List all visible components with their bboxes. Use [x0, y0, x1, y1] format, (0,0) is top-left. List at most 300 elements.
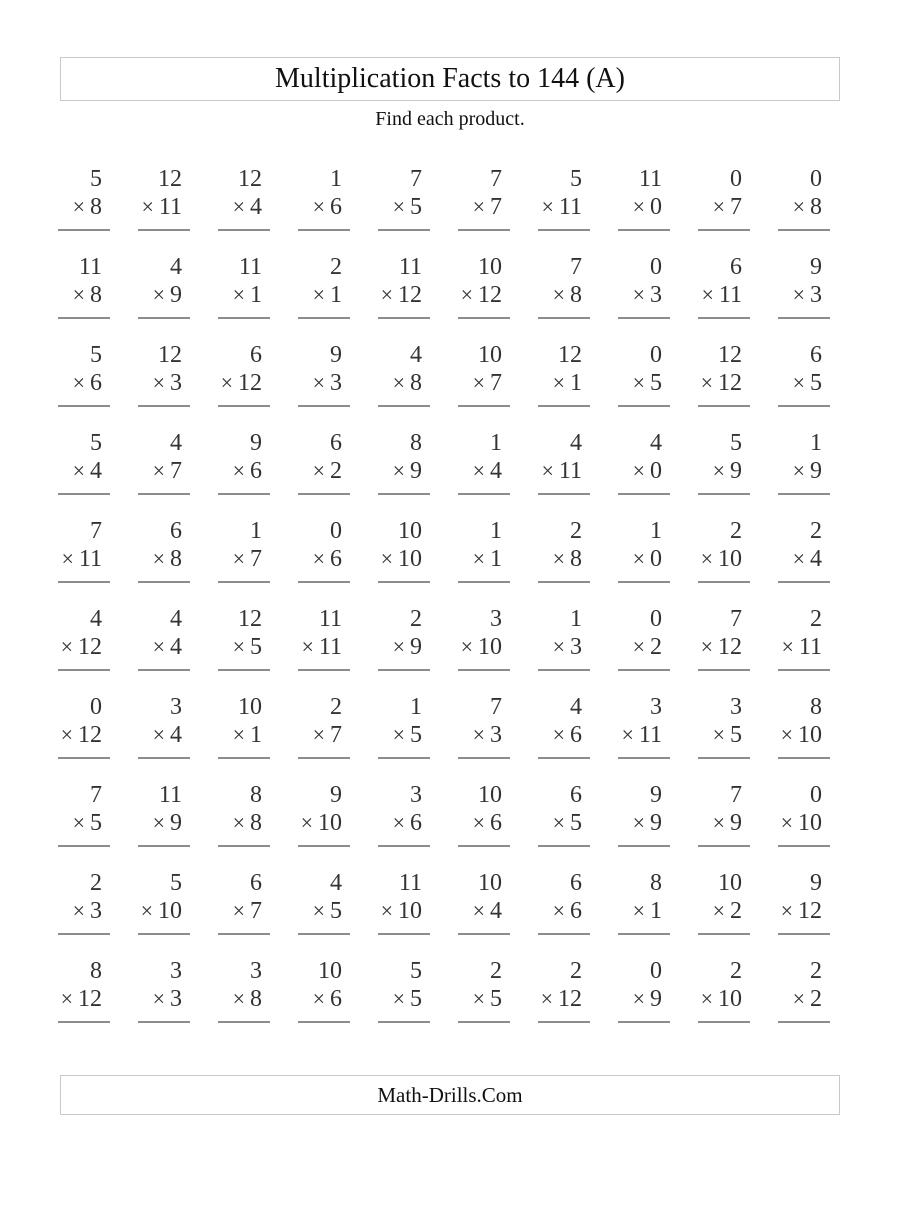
- multiplier-line: [58, 985, 110, 1023]
- problem-r1-c5: [378, 165, 430, 231]
- multiplier: 7: [170, 458, 182, 484]
- problem-r8-c8: [618, 781, 670, 847]
- multiplicand: 2: [810, 518, 822, 544]
- multiplier: 10: [718, 986, 742, 1012]
- multiplier: 8: [570, 546, 582, 572]
- multiplicand: 3: [170, 694, 182, 720]
- multiplier-line: [538, 281, 590, 319]
- multiply-icon: ×: [632, 898, 645, 923]
- multiplier-line: [298, 457, 350, 495]
- multiplier: 2: [650, 634, 662, 660]
- multiplier: 6: [570, 898, 582, 924]
- multiply-icon: ×: [621, 722, 634, 747]
- multiplier: 9: [810, 458, 822, 484]
- multiplier: 4: [170, 634, 182, 660]
- multiplicand: 3: [250, 958, 262, 984]
- multiply-icon: ×: [312, 546, 325, 571]
- multiplicand: 4: [170, 430, 182, 456]
- problem-r10-c3: [218, 957, 270, 1023]
- multiplier: 3: [330, 370, 342, 396]
- multiply-icon: ×: [61, 546, 74, 571]
- multiply-icon: ×: [552, 634, 565, 659]
- multiply-icon: ×: [792, 458, 805, 483]
- problem-r7-c4: [298, 693, 350, 759]
- multiplicand: 6: [170, 518, 182, 544]
- multiply-icon: ×: [392, 810, 405, 835]
- multiply-icon: ×: [781, 634, 794, 659]
- multiplier: 9: [650, 810, 662, 836]
- multiplier-line: [298, 985, 350, 1023]
- problem-r3-c4: [298, 341, 350, 407]
- multiply-icon: ×: [232, 282, 245, 307]
- multiplier-line: [618, 985, 670, 1023]
- multiplicand: 9: [330, 782, 342, 808]
- multiplier-line: [778, 369, 830, 407]
- problem-r5-c1: [58, 517, 110, 583]
- multiplier: 12: [238, 370, 262, 396]
- multiplicand: 9: [810, 254, 822, 280]
- multiplier-line: [538, 633, 590, 671]
- multiplicand: 6: [570, 782, 582, 808]
- problem-r7-c2: [138, 693, 190, 759]
- multiplier-line: [218, 193, 270, 231]
- multiplicand: 0: [330, 518, 342, 544]
- multiplier: 11: [558, 194, 582, 220]
- multiply-icon: ×: [472, 458, 485, 483]
- multiplicand: 11: [238, 254, 262, 280]
- multiplier-line: [138, 281, 190, 319]
- multiplier: 5: [490, 986, 502, 1012]
- multiplier-line: [618, 457, 670, 495]
- problem-r9-c4: [298, 869, 350, 935]
- problem-r10-c8: [618, 957, 670, 1023]
- multiplier-line: [378, 985, 430, 1023]
- multiplier: 11: [158, 194, 182, 220]
- multiplier: 10: [478, 634, 502, 660]
- problem-r4-c2: [138, 429, 190, 495]
- problem-r6-c5: [378, 605, 430, 671]
- multiply-icon: ×: [472, 194, 485, 219]
- multiply-icon: ×: [232, 986, 245, 1011]
- multiplier: 11: [318, 634, 342, 660]
- multiplier-line: [138, 985, 190, 1023]
- multiply-icon: ×: [792, 282, 805, 307]
- multiplier: 3: [650, 282, 662, 308]
- multiply-icon: ×: [232, 810, 245, 835]
- multiplicand: 5: [90, 342, 102, 368]
- problem-r8-c1: [58, 781, 110, 847]
- multiplicand: 6: [250, 342, 262, 368]
- multiplier: 3: [810, 282, 822, 308]
- multiplier-line: [618, 369, 670, 407]
- multiply-icon: ×: [700, 634, 713, 659]
- problem-r3-c1: [58, 341, 110, 407]
- problem-r6-c1: [58, 605, 110, 671]
- multiplier-line: [58, 545, 110, 583]
- multiplicand: 11: [638, 166, 662, 192]
- multiply-icon: ×: [392, 722, 405, 747]
- multiplicand: 12: [238, 166, 262, 192]
- multiplier-line: [218, 721, 270, 759]
- multiplicand: 1: [490, 430, 502, 456]
- multiply-icon: ×: [72, 810, 85, 835]
- multiplier: 5: [410, 194, 422, 220]
- multiply-icon: ×: [232, 458, 245, 483]
- multiply-icon: ×: [232, 634, 245, 659]
- multiplicand: 2: [330, 254, 342, 280]
- problem-r7-c9: [698, 693, 750, 759]
- problem-r4-c9: [698, 429, 750, 495]
- multiply-icon: ×: [552, 722, 565, 747]
- multiplier-line: [298, 633, 350, 671]
- multiplicand: 11: [398, 254, 422, 280]
- multiplier: 9: [170, 810, 182, 836]
- multiplier-line: [378, 457, 430, 495]
- multiplier-line: [378, 721, 430, 759]
- multiplier-line: [458, 985, 510, 1023]
- multiply-icon: ×: [380, 282, 393, 307]
- multiplier: 6: [330, 986, 342, 1012]
- multiplier: 12: [398, 282, 422, 308]
- multiplier-line: [538, 545, 590, 583]
- multiply-icon: ×: [232, 546, 245, 571]
- multiply-icon: ×: [472, 986, 485, 1011]
- multiplier: 10: [398, 898, 422, 924]
- multiplier: 7: [490, 370, 502, 396]
- problem-r1-c7: [538, 165, 590, 231]
- multiplier-line: [458, 809, 510, 847]
- problem-r6-c7: [538, 605, 590, 671]
- multiplier-line: [298, 369, 350, 407]
- multiplier: 10: [798, 722, 822, 748]
- problem-r1-c10: [778, 165, 830, 231]
- multiplier-line: [378, 545, 430, 583]
- multiplicand: 7: [90, 782, 102, 808]
- multiplier: 11: [558, 458, 582, 484]
- multiplier-line: [218, 457, 270, 495]
- multiply-icon: ×: [792, 986, 805, 1011]
- problem-r5-c3: [218, 517, 270, 583]
- multiply-icon: ×: [312, 986, 325, 1011]
- instruction-text: Find each product.: [375, 108, 525, 130]
- multiplicand: 11: [78, 254, 102, 280]
- multiplier-line: [458, 281, 510, 319]
- multiplier: 3: [570, 634, 582, 660]
- problem-r10-c1: [58, 957, 110, 1023]
- multiply-icon: ×: [152, 722, 165, 747]
- multiplier: 11: [798, 634, 822, 660]
- multiplier-line: [138, 545, 190, 583]
- multiply-icon: ×: [632, 458, 645, 483]
- multiply-icon: ×: [380, 546, 393, 571]
- multiplier-line: [778, 721, 830, 759]
- multiplier: 10: [718, 546, 742, 572]
- multiplier: 5: [410, 986, 422, 1012]
- problem-r10-c9: [698, 957, 750, 1023]
- multiplier: 1: [490, 546, 502, 572]
- multiply-icon: ×: [472, 370, 485, 395]
- multiplier-line: [538, 809, 590, 847]
- problem-r10-c7: [538, 957, 590, 1023]
- multiplier-line: [58, 809, 110, 847]
- multiply-icon: ×: [140, 898, 153, 923]
- problem-r3-c9: [698, 341, 750, 407]
- multiplicand: 4: [570, 694, 582, 720]
- multiplier: 12: [718, 634, 742, 660]
- multiplier-line: [458, 545, 510, 583]
- multiplier-line: [378, 633, 430, 671]
- problem-r6-c2: [138, 605, 190, 671]
- multiplicand: 8: [810, 694, 822, 720]
- multiplier-line: [618, 281, 670, 319]
- multiplier: 8: [410, 370, 422, 396]
- problem-r9-c2: [138, 869, 190, 935]
- problem-r2-c3: [218, 253, 270, 319]
- multiplier-line: [58, 193, 110, 231]
- problem-r9-c3: [218, 869, 270, 935]
- multiplicand: 4: [90, 606, 102, 632]
- problem-r8-c6: [458, 781, 510, 847]
- multiplier: 9: [730, 810, 742, 836]
- multiply-icon: ×: [700, 986, 713, 1011]
- problem-r4-c10: [778, 429, 830, 495]
- multiplicand: 5: [410, 958, 422, 984]
- multiplicand: 12: [718, 342, 742, 368]
- multiplier-line: [378, 369, 430, 407]
- page-title: Multiplication Facts to 144 (A): [275, 63, 625, 94]
- problem-r7-c3: [218, 693, 270, 759]
- multiplier-line: [58, 457, 110, 495]
- multiplier-line: [58, 633, 110, 671]
- multiplicand: 8: [90, 958, 102, 984]
- multiplicand: 0: [90, 694, 102, 720]
- multiplier-line: [298, 721, 350, 759]
- problem-r1-c1: [58, 165, 110, 231]
- multiplier-line: [218, 369, 270, 407]
- multiplier-line: [538, 721, 590, 759]
- multiplicand: 10: [478, 782, 502, 808]
- multiplier: 10: [158, 898, 182, 924]
- multiplier: 12: [478, 282, 502, 308]
- multiplicand: 9: [250, 430, 262, 456]
- problem-r6-c3: [218, 605, 270, 671]
- multiply-icon: ×: [152, 370, 165, 395]
- multiplicand: 2: [570, 958, 582, 984]
- problem-r4-c5: [378, 429, 430, 495]
- multiplicand: 9: [650, 782, 662, 808]
- multiplier-line: [458, 457, 510, 495]
- multiplier: 2: [330, 458, 342, 484]
- problem-r3-c5: [378, 341, 430, 407]
- multiplier: 6: [330, 546, 342, 572]
- multiplier-line: [698, 457, 750, 495]
- multiplier: 12: [78, 986, 102, 1012]
- multiply-icon: ×: [552, 898, 565, 923]
- multiplier-line: [778, 545, 830, 583]
- multiplier: 5: [570, 810, 582, 836]
- multiply-icon: ×: [472, 546, 485, 571]
- multiplicand: 2: [730, 518, 742, 544]
- multiplier: 0: [650, 458, 662, 484]
- multiplier-line: [138, 633, 190, 671]
- problem-r1-c3: [218, 165, 270, 231]
- multiply-icon: ×: [780, 722, 793, 747]
- multiplier: 4: [490, 458, 502, 484]
- multiply-icon: ×: [232, 194, 245, 219]
- multiplier: 12: [78, 722, 102, 748]
- multiplier: 7: [250, 898, 262, 924]
- multiplier-line: [378, 193, 430, 231]
- multiplier: 6: [570, 722, 582, 748]
- multiplicand: 2: [90, 870, 102, 896]
- multiplier: 1: [330, 282, 342, 308]
- multiplier: 10: [318, 810, 342, 836]
- problems-grid: [58, 165, 858, 1023]
- multiply-icon: ×: [232, 722, 245, 747]
- multiplicand: 5: [90, 166, 102, 192]
- multiplier-line: [298, 809, 350, 847]
- multiply-icon: ×: [300, 810, 313, 835]
- multiplicand: 1: [330, 166, 342, 192]
- multiplier: 5: [810, 370, 822, 396]
- multiplier-line: [218, 985, 270, 1023]
- multiplier: 9: [170, 282, 182, 308]
- multiplicand: 2: [330, 694, 342, 720]
- multiplicand: 11: [158, 782, 182, 808]
- multiplier-line: [138, 721, 190, 759]
- multiplicand: 1: [250, 518, 262, 544]
- multiplier-line: [298, 545, 350, 583]
- multiplicand: 9: [810, 870, 822, 896]
- problem-r3-c6: [458, 341, 510, 407]
- multiply-icon: ×: [780, 810, 793, 835]
- problem-r9-c5: [378, 869, 430, 935]
- multiplicand: 8: [250, 782, 262, 808]
- multiply-icon: ×: [141, 194, 154, 219]
- multiplier: 11: [78, 546, 102, 572]
- multiplier: 12: [558, 986, 582, 1012]
- multiplier-line: [778, 281, 830, 319]
- multiply-icon: ×: [472, 810, 485, 835]
- problem-r1-c4: [298, 165, 350, 231]
- multiplier-line: [698, 897, 750, 935]
- multiplicand: 11: [318, 606, 342, 632]
- multiply-icon: ×: [60, 986, 73, 1011]
- multiplicand: 2: [810, 606, 822, 632]
- multiplicand: 4: [570, 430, 582, 456]
- multiply-icon: ×: [152, 986, 165, 1011]
- multiplier-line: [458, 369, 510, 407]
- problem-r8-c7: [538, 781, 590, 847]
- multiplier: 1: [650, 898, 662, 924]
- multiplicand: 3: [170, 958, 182, 984]
- multiplier: 5: [90, 810, 102, 836]
- multiplier: 7: [730, 194, 742, 220]
- problem-r9-c1: [58, 869, 110, 935]
- problem-r3-c3: [218, 341, 270, 407]
- multiply-icon: ×: [312, 194, 325, 219]
- multiply-icon: ×: [632, 194, 645, 219]
- multiplier-line: [378, 897, 430, 935]
- problem-r10-c5: [378, 957, 430, 1023]
- multiplier: 7: [250, 546, 262, 572]
- multiplier: 8: [570, 282, 582, 308]
- multiplicand: 7: [570, 254, 582, 280]
- multiplier: 11: [638, 722, 662, 748]
- multiplier-line: [378, 281, 430, 319]
- multiply-icon: ×: [152, 282, 165, 307]
- multiplier: 12: [798, 898, 822, 924]
- multiply-icon: ×: [220, 370, 233, 395]
- multiply-icon: ×: [152, 634, 165, 659]
- multiplier: 1: [250, 722, 262, 748]
- problem-r8-c4: [298, 781, 350, 847]
- multiplicand: 10: [478, 342, 502, 368]
- multiplicand: 1: [410, 694, 422, 720]
- multiplier-line: [618, 809, 670, 847]
- problem-r6-c6: [458, 605, 510, 671]
- multiply-icon: ×: [792, 194, 805, 219]
- multiplier: 12: [718, 370, 742, 396]
- problem-r7-c5: [378, 693, 430, 759]
- multiply-icon: ×: [552, 810, 565, 835]
- multiplier-line: [618, 633, 670, 671]
- multiplier: 3: [170, 986, 182, 1012]
- footer-text: Math-Drills.Com: [377, 1082, 523, 1107]
- multiplicand: 12: [558, 342, 582, 368]
- multiply-icon: ×: [60, 722, 73, 747]
- multiply-icon: ×: [392, 986, 405, 1011]
- multiplicand: 2: [410, 606, 422, 632]
- multiplier-line: [618, 545, 670, 583]
- multiplier-line: [138, 809, 190, 847]
- multiply-icon: ×: [152, 810, 165, 835]
- multiplier-line: [698, 545, 750, 583]
- multiplicand: 12: [238, 606, 262, 632]
- multiplier: 5: [730, 722, 742, 748]
- multiplier-line: [138, 193, 190, 231]
- multiplier-line: [618, 721, 670, 759]
- multiplicand: 4: [170, 254, 182, 280]
- multiplier-line: [538, 369, 590, 407]
- multiply-icon: ×: [632, 810, 645, 835]
- multiply-icon: ×: [712, 722, 725, 747]
- multiply-icon: ×: [72, 370, 85, 395]
- problem-r2-c2: [138, 253, 190, 319]
- multiplier: 8: [810, 194, 822, 220]
- multiply-icon: ×: [712, 810, 725, 835]
- multiply-icon: ×: [312, 282, 325, 307]
- multiplier-line: [538, 457, 590, 495]
- problem-r7-c8: [618, 693, 670, 759]
- multiplicand: 10: [478, 870, 502, 896]
- problem-r2-c4: [298, 253, 350, 319]
- worksheet-title-box: [60, 57, 840, 101]
- multiplicand: 7: [410, 166, 422, 192]
- multiplier: 1: [250, 282, 262, 308]
- multiplier: 12: [78, 634, 102, 660]
- multiplier-line: [778, 897, 830, 935]
- problem-r6-c8: [618, 605, 670, 671]
- problem-r10-c2: [138, 957, 190, 1023]
- multiplier-line: [618, 193, 670, 231]
- problem-r9-c9: [698, 869, 750, 935]
- multiply-icon: ×: [72, 898, 85, 923]
- problem-r9-c7: [538, 869, 590, 935]
- problem-r3-c2: [138, 341, 190, 407]
- multiplicand: 0: [650, 342, 662, 368]
- multiplicand: 4: [170, 606, 182, 632]
